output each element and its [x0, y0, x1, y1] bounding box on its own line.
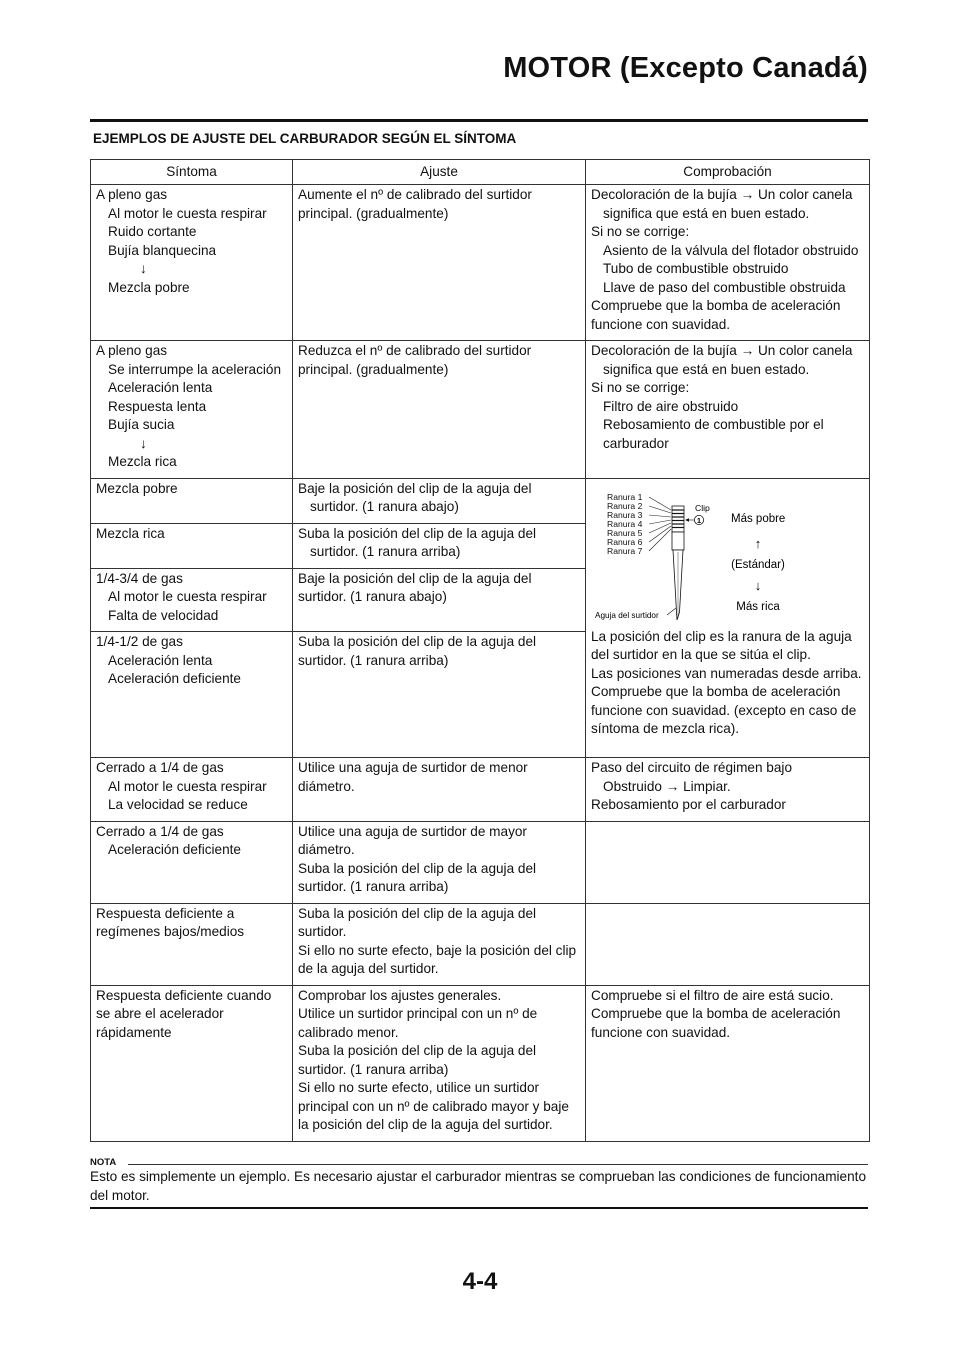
symptom-cell: Mezcla rica	[91, 523, 293, 568]
header-adjust: Ajuste	[293, 160, 586, 185]
symptom-cell: A pleno gas Se interrumpe la aceleración Aceleración lenta Respuesta lenta Bujía sucia ↓ Mezcla rica	[91, 341, 293, 479]
symptom-cell: Mezcla pobre	[91, 478, 293, 523]
header-rule	[90, 119, 868, 122]
table-header-row	[91, 160, 870, 185]
groove-label: Ranura 1	[607, 491, 643, 502]
table-row	[91, 758, 870, 822]
leader-lines	[649, 497, 671, 551]
note-label: NOTA	[90, 1157, 120, 1168]
adjust-cell: Comprobar los ajustes generales. Utilice un surtidor principal con un nº de calibrado menor. Suba la posición del clip de la aguja del surtidor. (1 ranura arriba) Si ello no surte efecto, utilice un surtidor principal con un nº de calibrado mayor y baje la posición del clip de la aguja del surtidor.	[293, 985, 586, 1141]
needle-label: Aguja del surtidor	[595, 610, 659, 620]
check-cell	[586, 821, 870, 903]
header-check: Comprobación	[586, 160, 870, 185]
richer-label: Más rica	[736, 600, 780, 613]
header-symptom: Síntoma	[91, 160, 293, 185]
symptom-cell: Cerrado a 1/4 de gas Al motor le cuesta respirar La velocidad se reduce	[91, 758, 293, 822]
adjust-cell: Reduzca el nº de calibrado del surtidor principal. (gradualmente)	[293, 341, 586, 479]
groove-label: Ranura 5	[607, 527, 643, 538]
table-row	[91, 478, 870, 523]
section-title: EJEMPLOS DE AJUSTE DEL CARBURADOR SEGÚN EL SÍNTOMA	[93, 131, 517, 146]
leaner-label: Más pobre	[731, 512, 786, 525]
symptom-cell: Respuesta deficiente a regímenes bajos/medios	[91, 903, 293, 985]
symptom-cell: A pleno gas Al motor le cuesta respirar Ruido cortante Bujía blanquecina ↓ Mezcla pobre	[91, 185, 293, 341]
up-arrow-icon: ↑	[754, 535, 762, 551]
adjust-cell: Suba la posición del clip de la aguja del surtidor. Si ello no surte efecto, baje la posición del clip de la aguja del surtidor.	[293, 903, 586, 985]
adjustment-table	[90, 159, 870, 1142]
check-cell: Decoloración de la bujía → Un color canela significa que está en buen estado. Si no se corrige: Filtro de aire obstruido Rebosamiento de combustible por el carburador	[586, 341, 870, 479]
adjust-cell: Baje la posición del clip de la aguja del surtidor. (1 ranura abajo)	[293, 478, 586, 523]
jet-needle	[672, 506, 684, 620]
symptom-cell: 1/4-1/2 de gas Aceleración lenta Aceleración deficiente	[91, 632, 293, 758]
symptom-cell: 1/4-3/4 de gas Al motor le cuesta respirar Falta de velocidad	[91, 568, 293, 632]
jet-needle-diagram	[591, 480, 863, 626]
groove-label: Ranura 2	[607, 500, 643, 511]
note-bottom-rule	[90, 1207, 868, 1209]
adjust-cell: Baje la posición del clip de la aguja del surtidor. (1 ranura abajo)	[293, 568, 586, 632]
page-number: 4-4	[462, 1268, 498, 1295]
symptom-cell: Respuesta deficiente cuando se abre el acelerador rápidamente	[91, 985, 293, 1141]
check-cell	[586, 903, 870, 985]
note-rule	[128, 1164, 868, 1165]
symptom-cell: Cerrado a 1/4 de gas Aceleración deficiente	[91, 821, 293, 903]
check-cell: Decoloración de la bujía → Un color canela significa que está en buen estado. Si no se corrige: Asiento de la válvula del flotador obstruido Tubo de combustible obstruido Llave de paso del combustible obstruida Compruebe que la bomba de aceleración funcione con suavidad.	[586, 185, 870, 341]
note-text: Esto es simplemente un ejemplo. Es necesario ajustar el carburador mientras se comprueban las condiciones de funcionamiento del motor.	[90, 1169, 867, 1203]
groove-label: Ranura 7	[607, 545, 643, 556]
adjust-cell: Aumente el nº de calibrado del surtidor principal. (gradualmente)	[293, 185, 586, 341]
groove-label: Ranura 6	[607, 536, 643, 547]
adjust-cell: Suba la posición del clip de la aguja del surtidor. (1 ranura arriba)	[293, 523, 586, 568]
groove-label: Ranura 4	[607, 518, 643, 529]
table-row	[91, 821, 870, 903]
page-title: MOTOR (Excepto Canadá)	[503, 52, 868, 84]
groove-label: Ranura 3	[607, 509, 643, 520]
adjust-cell: Utilice una aguja de surtidor de menor diámetro.	[293, 758, 586, 822]
down-arrow-icon: ↓	[754, 577, 762, 593]
adjust-cell: Utilice una aguja de surtidor de mayor diámetro. Suba la posición del clip de la aguja del surtidor. (1 ranura arriba)	[293, 821, 586, 903]
table-row	[91, 341, 870, 479]
needle-diagram-cell: Ranura 1 Ranura 2 Ranura 3 Ranura 4 Ranura 5 Ranura 6 Ranura 7 Clip 1 Más pobre ↑ (Estándar) ↓ Más rica Aguja del surtidor La posición del clip es la ranura de la aguja del surtidor en la que se sitúa el clip. Las posiciones van numeradas desde arriba. Compruebe que la bomba de aceleración funcione con suavidad. (excepto en caso de síntoma de mezcla rica).	[586, 478, 870, 758]
standard-label: (Estándar)	[731, 558, 785, 571]
table-row	[91, 185, 870, 341]
adjust-cell: Suba la posición del clip de la aguja del surtidor. (1 ranura arriba)	[293, 632, 586, 758]
clip-label: Clip	[695, 502, 710, 513]
check-cell: Compruebe si el filtro de aire está sucio. Compruebe que la bomba de aceleración funcione con suavidad.	[586, 985, 870, 1141]
table-row	[91, 985, 870, 1141]
table-row	[91, 903, 870, 985]
clip-number: 1	[696, 515, 702, 525]
check-cell: Paso del circuito de régimen bajo Obstruido → Limpiar. Rebosamiento por el carburador	[586, 758, 870, 822]
